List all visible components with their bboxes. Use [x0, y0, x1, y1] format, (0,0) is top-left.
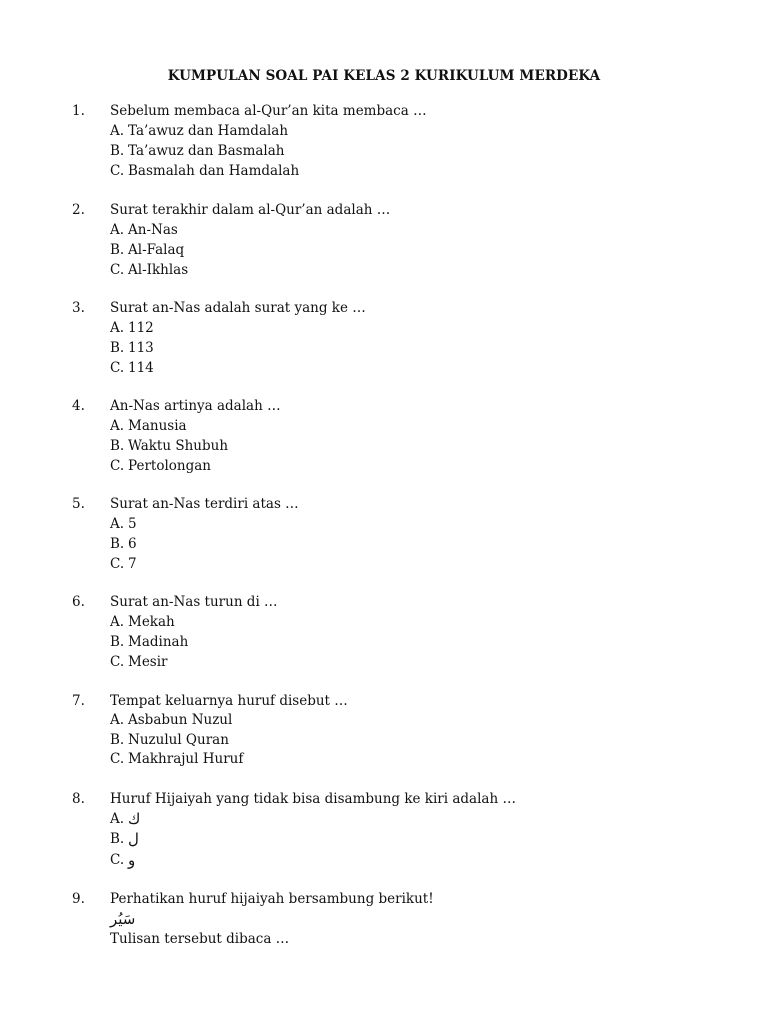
- question-text: Surat an-Nas terdiri atas …: [110, 496, 299, 512]
- option-a-letter: A.: [110, 614, 125, 630]
- option-b-letter: B.: [110, 831, 125, 847]
- option-b-text: 6: [128, 536, 137, 552]
- question-text: Surat an-Nas turun di …: [110, 594, 278, 610]
- option-c-letter: C.: [110, 360, 125, 376]
- question-number: 5.: [72, 496, 85, 512]
- option-b-text: ل: [128, 830, 139, 848]
- option-c-text: 114: [128, 360, 154, 376]
- option-a-text: An-Nas: [128, 222, 178, 238]
- option-b-letter: B.: [110, 732, 125, 748]
- option-c-text: Basmalah dan Hamdalah: [128, 163, 300, 179]
- question-text: Surat terakhir dalam al-Qur’an adalah …: [110, 202, 391, 218]
- question-text: An-Nas artinya adalah …: [110, 398, 281, 414]
- option-a-letter: A.: [110, 123, 125, 139]
- question-number: 7.: [72, 693, 85, 709]
- option-c-letter: C.: [110, 556, 125, 572]
- option-b-letter: B.: [110, 634, 125, 650]
- page-title: KUMPULAN SOAL PAI KELAS 2 KURIKULUM MERDEKA: [167, 68, 601, 84]
- option-c-letter: C.: [110, 458, 125, 474]
- question-number: 2.: [72, 202, 85, 218]
- option-c-text: Makhrajul Huruf: [128, 751, 244, 767]
- option-b-text: Nuzulul Quran: [128, 732, 229, 748]
- option-b-text: Ta’awuz dan Basmalah: [128, 143, 285, 159]
- option-a-text: Ta’awuz dan Hamdalah: [128, 123, 289, 139]
- question-text: Huruf Hijaiyah yang tidak bisa disambung ke kiri adalah …: [110, 791, 516, 807]
- option-c-text: 7: [128, 556, 137, 572]
- question-number: 3.: [72, 300, 85, 316]
- question-text: Surat an-Nas adalah surat yang ke …: [110, 300, 366, 316]
- question-number: 1.: [72, 103, 85, 119]
- option-c-letter: C.: [110, 163, 125, 179]
- option-c-text: Pertolongan: [128, 458, 211, 474]
- question-number: 6.: [72, 594, 85, 610]
- option-b-text: Madinah: [128, 634, 189, 650]
- question-text: Tempat keluarnya huruf disebut …: [110, 693, 348, 709]
- option-a-text: Asbabun Nuzul: [128, 712, 233, 728]
- question-number: 4.: [72, 398, 85, 414]
- option-a-text: ك: [128, 810, 141, 828]
- option-a-text: 5: [128, 516, 137, 532]
- option-a-text: Manusia: [128, 418, 187, 434]
- option-b-letter: B.: [110, 438, 125, 454]
- option-a-letter: A.: [110, 418, 125, 434]
- option-b-letter: B.: [110, 536, 125, 552]
- option-c-letter: C.: [110, 262, 125, 278]
- option-c-text: و: [128, 851, 136, 869]
- option-a-text: Mekah: [128, 614, 175, 630]
- option-c-letter: C.: [110, 654, 125, 670]
- option-a-letter: A.: [110, 811, 125, 827]
- question-text: Perhatikan huruf hijaiyah bersambung berikut!: [110, 891, 434, 907]
- question-number: 9.: [72, 891, 85, 907]
- option-c-letter: C.: [110, 751, 125, 767]
- option-a-text: 112: [128, 320, 154, 336]
- arabic-word: سَيُر: [110, 910, 136, 928]
- option-c-text: Al-Ikhlas: [128, 262, 189, 278]
- option-b-text: Waktu Shubuh: [128, 438, 229, 454]
- option-a-letter: A.: [110, 320, 125, 336]
- question-number: 8.: [72, 791, 85, 807]
- option-a-letter: A.: [110, 222, 125, 238]
- option-b-text: Al-Falaq: [128, 242, 185, 258]
- option-b-letter: B.: [110, 340, 125, 356]
- option-a-letter: A.: [110, 516, 125, 532]
- option-c-letter: C.: [110, 852, 125, 868]
- question-followup: Tulisan tersebut dibaca …: [110, 931, 290, 947]
- option-a-letter: A.: [110, 712, 125, 728]
- option-b-letter: B.: [110, 143, 125, 159]
- option-c-text: Mesir: [128, 654, 168, 670]
- option-b-letter: B.: [110, 242, 125, 258]
- option-b-text: 113: [128, 340, 154, 356]
- question-text: Sebelum membaca al-Qur’an kita membaca …: [110, 103, 427, 119]
